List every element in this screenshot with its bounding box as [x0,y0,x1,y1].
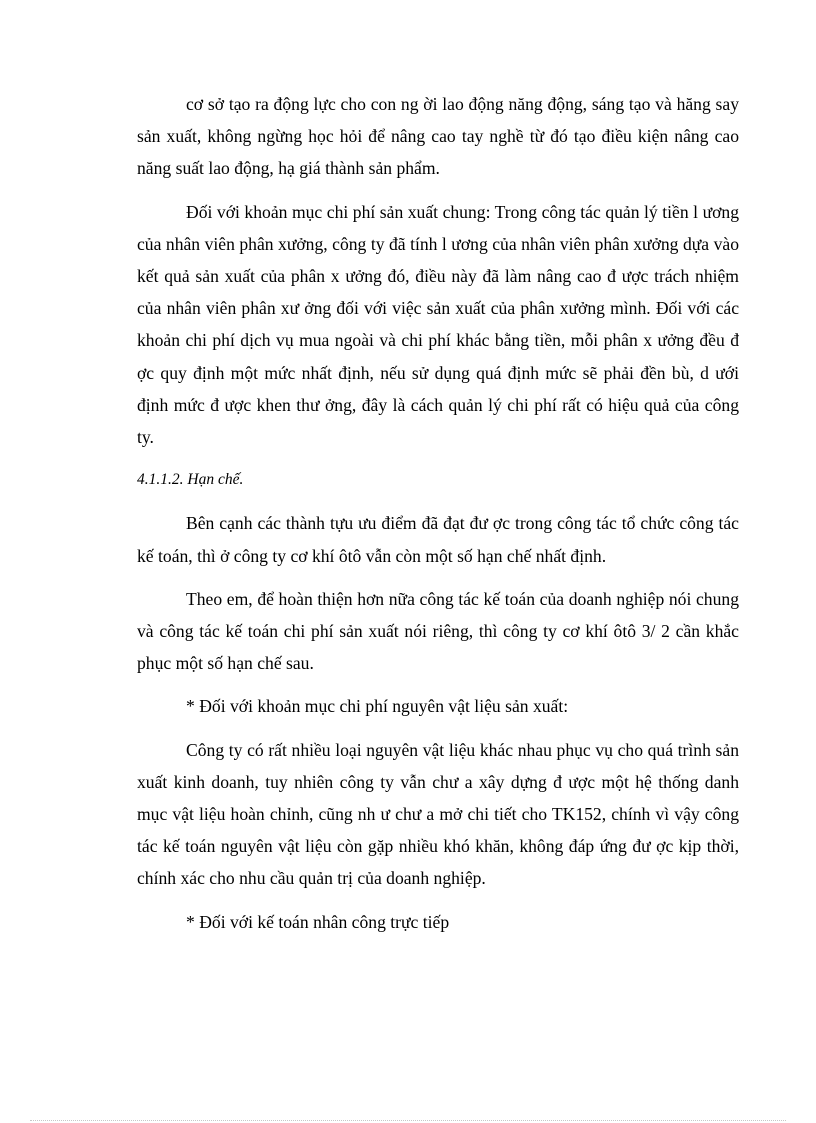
page-bottom-divider [30,1120,786,1121]
paragraph-limitations-intro: Bên cạnh các thành tựu ưu điểm đã đạt đư ợc trong công tác tổ chức công tác kế toán, thì ở công ty cơ khí ôtô vẫn còn một số hạn chế nhất định. [137,513,739,566]
paragraph-raw-materials: Công ty có rất nhiều loại nguyên vật liệu khác nhau phục vụ cho quá trình sản xuất kinh doanh, tuy nhiên công ty vẫn chư a xây dựng đ ược một hệ thống danh mục vật liệu hoàn chỉnh, cũng nh ư chư a mở chi tiết cho TK152, chính vì vậy công tác kế toán nguyên vật liệu còn gặp nhiều khó khăn, không đáp ứng đư ợc kịp thời, chính xác cho nhu cầu quản trị của doanh nghiệp. [137,739,739,889]
paragraph-general-production-costs: Đối với khoản mục chi phí sản xuất chung: Trong công tác quản lý tiền l ương của nhân viên phân xưởng, công ty đã tính l ương của nhân viên phân xưởng dựa vào kết quả sản xuất của phân x ưởng đó, điều này đã làm nâng cao đ ược trách nhiệm của nhân viên phân xư ởng đối với việc sản xuất của phân xưởng mình. Đối với các khoản chi phí dịch vụ mua ngoài và chi phí khác bằng tiền, mỗi phân x ưởng đều đ ợc quy định một mức nhất định, nếu sử dụng quá định mức sẽ phải đền bù, d ưới định mức đ ược khen thư ởng, đây là cách quản lý chi phí rất có hiệu quả của công ty. [137,201,739,448]
paragraph-improvement: Theo em, để hoàn thiện hơn nữa công tác kế toán của doanh nghiệp nói chung và công tác kế toán chi phí sản xuất nói riêng, thì công ty cơ khí ôtô 3/ 2 cần khắc phục một số hạn chế sau. [137,588,739,674]
section-heading-limitations: 4.1.1.2. Hạn chế. [137,471,244,489]
paragraph-motivation: cơ sở tạo ra động lực cho con ng ời lao động năng động, sáng tạo và hăng say sản xuất, không ngừng học hỏi để nâng cao tay nghề từ đó tạo điều kiện nâng cao năng suất lao động, hạ giá thành sản phẩm. [137,94,739,179]
bullet-raw-materials: * Đối với khoản mục chi phí nguyên vật liệu sản xuất: [186,696,569,717]
bullet-direct-labor: * Đối với kế toán nhân công trực tiếp [186,911,450,932]
document-body [137,88,739,949]
